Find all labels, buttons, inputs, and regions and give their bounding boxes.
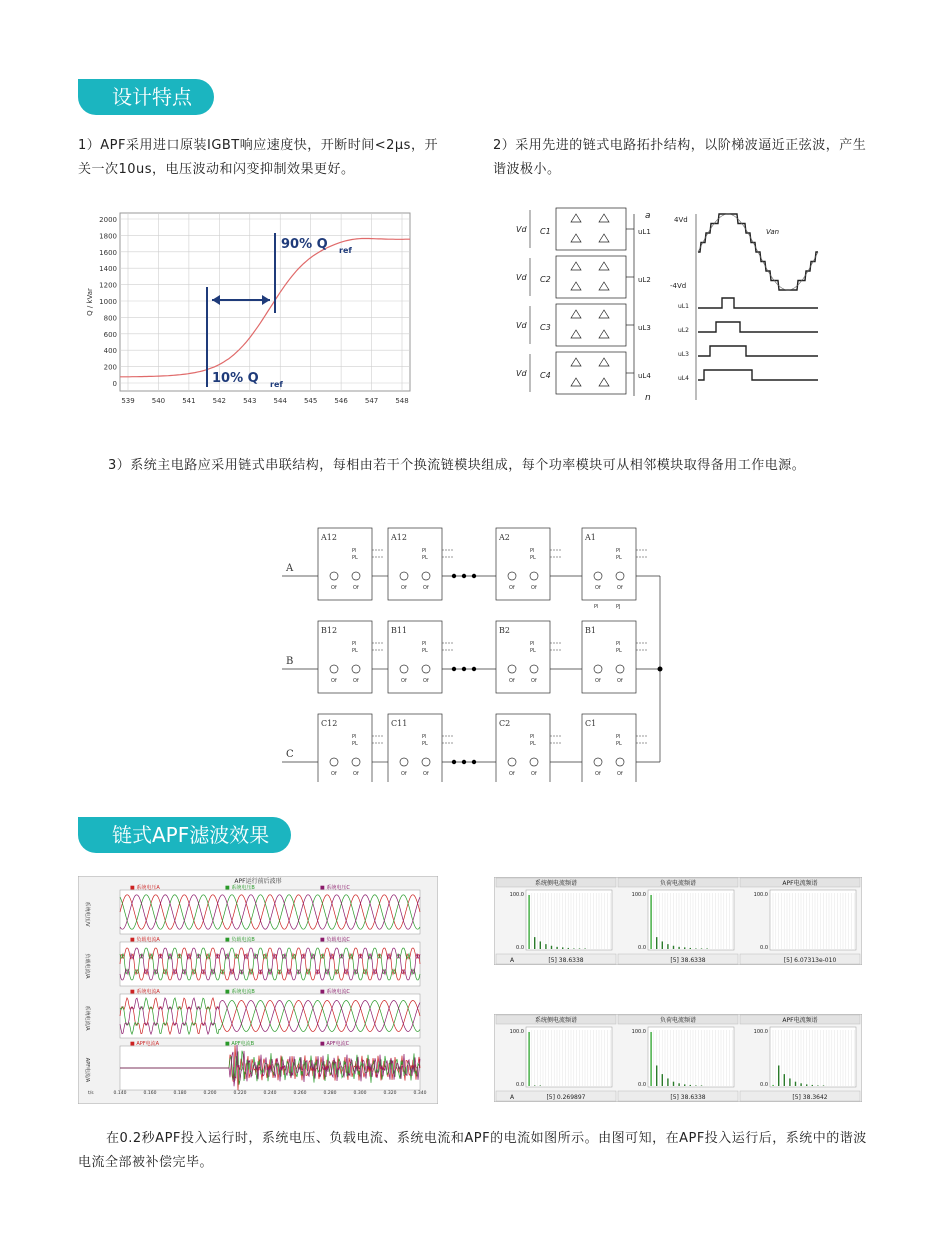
x-tick-label: 0.140 (113, 1091, 127, 1096)
hbridge-module (556, 304, 626, 346)
phase-label: A (286, 563, 294, 574)
series-module-diagram (282, 520, 672, 782)
ellipsis-dot (462, 760, 466, 764)
pin-label: Pl (422, 734, 427, 740)
legend-entry: ■ 系统电压B (225, 885, 255, 891)
harmonic-bar (684, 947, 685, 949)
spectrum-title: 系统侧电流频谱 (534, 1017, 578, 1024)
module-label: B1 (585, 626, 596, 635)
port-label: Of (595, 585, 601, 591)
x-tick-label: 0.240 (263, 1091, 277, 1096)
switch-symbol (599, 358, 609, 366)
pulse-wave (698, 298, 818, 308)
switch-symbol (571, 330, 581, 338)
legend-entry: ■ APF电流C (320, 1041, 350, 1047)
harmonic-bar (540, 1085, 541, 1086)
port-left (508, 758, 516, 766)
pin-label: Pl (616, 548, 621, 554)
paragraph-igbt: 1）APF采用进口原装IGBT响应速度快，开断时间<2μs，开关一次10us，电压波动和闪变抑制效果更好。 (78, 138, 438, 177)
switch-symbol (571, 310, 581, 318)
port-label: Of (331, 771, 337, 777)
port-label: Of (531, 678, 537, 684)
x-tick-label: 0.320 (383, 1091, 397, 1096)
subplot-ylabel: APF电流/A (84, 1057, 90, 1083)
port-left (400, 758, 408, 766)
paragraph-chain-topology: 2）采用先进的链式电路拓扑结构，以阶梯波逼近正弦波，产生谐波极小。 (493, 138, 867, 177)
vd-label: Vd (516, 225, 527, 234)
pin-label: Pl (422, 548, 427, 554)
harmonic-bar (690, 1085, 691, 1086)
port-right (530, 572, 538, 580)
port-label: Of (595, 678, 601, 684)
harmonic-bar (678, 1083, 679, 1086)
port-label: Of (353, 585, 359, 591)
switch-symbol (599, 262, 609, 270)
ymin-label: 0.0 (638, 945, 646, 951)
legend-entry: ■ 系统电流A (130, 989, 160, 995)
ymax-label: 100.0 (753, 892, 768, 898)
harmonic-bar (551, 946, 552, 949)
harmonic-bar (673, 946, 674, 949)
pin-label: PL (616, 648, 622, 654)
port-right (352, 758, 360, 766)
port-left (594, 665, 602, 673)
harmonic-bar (656, 1065, 657, 1086)
subplot-frame (120, 942, 420, 986)
port-right (616, 758, 624, 766)
harmonic-bar (534, 1085, 535, 1086)
hbridge-module (556, 256, 626, 298)
switch-symbol (599, 330, 609, 338)
paragraph-conclusion: 在0.2秒APF投入运行时，系统电压、负载电流、系统电流和APF的电流如图所示。由图可知，在APF投入运行后，系统中的谐波电流全部被补偿完毕。 (78, 1131, 867, 1170)
spectrum-title: APF电流频谱 (782, 1017, 818, 1024)
switch-symbol (571, 262, 581, 270)
pin-label: Pl (352, 734, 357, 740)
level-top: 4Vd (674, 216, 688, 224)
ellipsis-dot (452, 667, 456, 671)
subplot-frame (120, 890, 420, 934)
legend-entry: ■ 系统电压C (320, 885, 350, 891)
harmonic-bar (695, 1085, 696, 1086)
spectrum-panel-after (494, 1014, 862, 1102)
harmonic-bar (684, 1084, 685, 1086)
module-label: A12 (321, 533, 337, 542)
port-label: Of (401, 585, 407, 591)
vd-label: Vd (516, 273, 527, 282)
harmonic-bar (706, 948, 707, 949)
port-right (616, 572, 624, 580)
harmonic-bar (662, 941, 663, 949)
pin-label: PL (616, 555, 622, 561)
spectrum-title: 负荷电流频谱 (659, 880, 697, 887)
port-right (352, 572, 360, 580)
port-label: Of (331, 585, 337, 591)
pin-label: PL (352, 555, 358, 561)
y-tick-label: 1200 (99, 281, 117, 290)
ymax-label: 100.0 (753, 1029, 768, 1035)
cap-label: C3 (540, 323, 551, 332)
harmonic-bar (817, 1085, 818, 1086)
subplot-ylabel: 系统电压/V (84, 901, 90, 927)
harmonic-bar (545, 944, 546, 949)
module-label: A12 (391, 533, 407, 542)
ellipsis-dot (472, 667, 476, 671)
cap-label: C1 (540, 227, 551, 236)
port-label: Of (353, 771, 359, 777)
harmonic-bar (528, 1032, 529, 1086)
x-tick-label: 543 (243, 397, 257, 405)
spectrum-readout: [5] 38.6338 (548, 957, 584, 964)
label-10pct: 10% Q (212, 371, 259, 386)
hbridge-module (556, 208, 626, 250)
pin-label: PL (530, 741, 536, 747)
module-label: C1 (585, 719, 597, 728)
spectrum-readout: [5] 0.269897 (546, 1094, 586, 1101)
vd-label: Vd (516, 369, 527, 378)
ellipsis-dot (462, 667, 466, 671)
level-bottom: -4Vd (670, 282, 687, 290)
harmonic-bar (772, 1085, 773, 1086)
pulse-label: uL4 (678, 375, 689, 382)
panel-title: APF运行前后波形 (234, 878, 282, 885)
port-label: Of (401, 771, 407, 777)
ymin-label: 0.0 (638, 1082, 646, 1088)
port-label: Of (423, 678, 429, 684)
port-label: Of (617, 771, 623, 777)
ymin-label: 0.0 (516, 945, 524, 951)
pin-label: PL (422, 741, 428, 747)
y-axis-label: Q / kVar (86, 288, 94, 316)
section-title-apf-filtering: 链式APF滤波效果 (78, 817, 291, 853)
pin-label: Pl (352, 641, 357, 647)
bottom-pin: Pl (594, 604, 599, 610)
bottom-pin: PJ (616, 604, 621, 610)
spectrum-title: 负荷电流频谱 (659, 1017, 697, 1024)
y-tick-label: 0 (112, 380, 117, 388)
x-tick-label: 0.220 (233, 1091, 247, 1096)
label-90pct: 90% Q (281, 237, 328, 252)
x-tick-label: 548 (395, 397, 409, 405)
spectrum-readout: [5] 38.6338 (670, 1094, 706, 1101)
x-tick-label: 546 (334, 397, 348, 405)
spectrum-title: 系统侧电流频谱 (534, 880, 578, 887)
node-a: a (645, 211, 651, 221)
harmonic-bar (579, 948, 580, 949)
response-time-chart (84, 205, 420, 415)
harmonic-bar (690, 948, 691, 949)
harmonic-bar (534, 937, 535, 949)
vd-label: Vd (516, 321, 527, 330)
port-label: Of (401, 678, 407, 684)
port-left (594, 758, 602, 766)
spectrum-panel-before (494, 877, 862, 965)
ellipsis-dot (452, 760, 456, 764)
ymax-label: 100.0 (509, 892, 524, 898)
waveform-panel (78, 876, 438, 1104)
module-label: C12 (321, 719, 338, 728)
port-right (530, 758, 538, 766)
module-label: A2 (499, 533, 510, 542)
pin-label: PL (616, 741, 622, 747)
port-label: Of (617, 585, 623, 591)
harmonic-bar (667, 944, 668, 949)
module-label: A1 (585, 533, 596, 542)
pin-label: Pl (616, 734, 621, 740)
pin-label: PL (422, 555, 428, 561)
pin-label: PL (530, 555, 536, 561)
row-label: A (510, 1094, 515, 1101)
port-left (508, 665, 516, 673)
switch-symbol (599, 234, 609, 242)
harmonic-bar (673, 1082, 674, 1086)
harmonic-bar (800, 1083, 801, 1086)
harmonic-bar (573, 948, 574, 949)
switch-symbol (571, 282, 581, 290)
pulse-label: uL1 (678, 303, 689, 310)
subplot-ylabel: 系统电流/A (84, 1005, 90, 1031)
x-tick-label: 0.160 (143, 1091, 157, 1096)
label-90pct-sub: ref (339, 246, 352, 255)
x-tick-label: 539 (121, 397, 135, 405)
y-tick-label: 200 (103, 363, 117, 372)
x-tick-label: 541 (182, 397, 196, 405)
ymax-label: 100.0 (631, 1029, 646, 1035)
ymin-label: 0.0 (760, 945, 768, 951)
port-label: Of (531, 771, 537, 777)
legend-entry: ■ 负载电流C (320, 937, 350, 943)
port-left (330, 665, 338, 673)
paragraph-series-structure: 3）系统主电路应采用链式串联结构，每相由若干个换流链模块组成，每个功率模块可从相邻模块取得备用工作电源。 (108, 458, 806, 473)
harmonic-bar (667, 1078, 668, 1086)
x-tick-label: 544 (273, 397, 287, 405)
pin-label: Pl (616, 641, 621, 647)
harmonic-bar (528, 895, 529, 949)
pulse-wave (698, 346, 818, 356)
legend-entry: ■ 系统电流B (225, 989, 255, 995)
port-left (594, 572, 602, 580)
port-right (616, 665, 624, 673)
legend-entry: ■ 系统电流C (320, 989, 350, 995)
pin-label: Pl (530, 641, 535, 647)
port-label: Of (595, 771, 601, 777)
legend-entry: ■ APF电流A (130, 1041, 160, 1047)
port-left (330, 758, 338, 766)
port-right (422, 758, 430, 766)
ymin-label: 0.0 (516, 1082, 524, 1088)
pulse-wave (698, 322, 818, 332)
switch-symbol (571, 358, 581, 366)
pin-label: PL (422, 648, 428, 654)
pin-label: PL (352, 648, 358, 654)
port-label: Of (353, 678, 359, 684)
harmonic-bar (701, 1085, 702, 1086)
harmonic-bar (789, 1078, 790, 1086)
spectrum-readout: [5] 6.07313e-010 (783, 957, 837, 964)
section-title-design-features: 设计特点 (78, 79, 214, 115)
pin-label: PL (352, 741, 358, 747)
pin-label: Pl (422, 641, 427, 647)
pin-label: Pl (530, 548, 535, 554)
label-10pct-sub: ref (270, 380, 283, 389)
harmonic-bar (812, 1085, 813, 1086)
x-tick-label: 547 (364, 397, 379, 405)
harmonic-bar (650, 895, 651, 949)
port-label: Of (617, 678, 623, 684)
pulse-wave (698, 370, 818, 380)
module-label: C11 (391, 719, 408, 728)
y-tick-label: 800 (103, 314, 117, 323)
y-tick-label: 400 (103, 347, 117, 356)
van-label: Van (766, 228, 780, 236)
y-tick-label: 1600 (99, 248, 117, 257)
port-label: Of (509, 678, 515, 684)
neutral-point (658, 667, 663, 672)
module-label: B11 (391, 626, 408, 635)
pulse-label: uL3 (678, 351, 689, 358)
switch-symbol (599, 282, 609, 290)
y-tick-label: 1800 (99, 232, 117, 241)
spectrum-title: APF电流频谱 (782, 880, 818, 887)
switch-symbol (571, 214, 581, 222)
harmonic-bar (678, 947, 679, 949)
u-label: uL3 (638, 324, 651, 332)
harmonic-bar (778, 1065, 779, 1086)
harmonic-bar (540, 941, 541, 949)
port-label: Of (331, 678, 337, 684)
port-right (530, 665, 538, 673)
switch-symbol (571, 234, 581, 242)
port-left (400, 665, 408, 673)
port-left (508, 572, 516, 580)
harmonic-bar (568, 948, 569, 949)
x-tick-label: 0.280 (323, 1091, 337, 1096)
port-label: Of (531, 585, 537, 591)
harmonic-bar (662, 1074, 663, 1086)
pulse-label: uL2 (678, 327, 689, 334)
harmonic-bar (823, 1085, 824, 1086)
ymin-label: 0.0 (760, 1082, 768, 1088)
harmonic-bar (584, 948, 585, 949)
ymax-label: 100.0 (631, 892, 646, 898)
legend-entry: ■ APF电流B (225, 1041, 255, 1047)
x-tick-label: 540 (151, 397, 166, 405)
chain-circuit-diagram (508, 200, 848, 408)
pin-label: PL (530, 648, 536, 654)
x-tick-label: 0.300 (353, 1091, 367, 1096)
ellipsis-dot (462, 574, 466, 578)
port-label: Of (423, 771, 429, 777)
cap-label: C2 (540, 275, 551, 284)
port-label: Of (423, 585, 429, 591)
module-label: B2 (499, 626, 510, 635)
module-label: C2 (499, 719, 511, 728)
harmonic-bar (650, 1032, 651, 1086)
x-tick-label: 0.260 (293, 1091, 307, 1096)
pin-label: Pl (530, 734, 535, 740)
y-tick-label: 600 (103, 330, 117, 339)
port-right (422, 572, 430, 580)
port-label: Of (509, 771, 515, 777)
y-tick-label: 1400 (99, 265, 117, 274)
port-left (330, 572, 338, 580)
ymax-label: 100.0 (509, 1029, 524, 1035)
legend-entry: ■ 负载电流A (130, 937, 160, 943)
legend-entry: ■ 负载电流B (225, 937, 255, 943)
switch-symbol (599, 378, 609, 386)
u-label: uL1 (638, 228, 651, 236)
harmonic-bar (784, 1074, 785, 1086)
harmonic-bar (806, 1084, 807, 1086)
ellipsis-dot (452, 574, 456, 578)
port-right (352, 665, 360, 673)
cap-label: C4 (540, 371, 551, 380)
x-tick-label: 0.200 (203, 1091, 217, 1096)
port-label: Of (509, 585, 515, 591)
spectrum-readout: [5] 38.6338 (670, 957, 706, 964)
switch-symbol (599, 214, 609, 222)
row-label: A (510, 957, 515, 964)
harmonic-bar (656, 937, 657, 949)
port-right (422, 665, 430, 673)
phase-label: B (286, 656, 294, 667)
hbridge-module (556, 352, 626, 394)
harmonic-bar (556, 947, 557, 949)
y-tick-label: 2000 (99, 216, 117, 224)
node-n: n (645, 393, 651, 403)
harmonic-bar (701, 948, 702, 949)
switch-symbol (571, 378, 581, 386)
legend-entry: ■ 系统电压A (130, 885, 160, 891)
port-left (400, 572, 408, 580)
y-tick-label: 1000 (99, 298, 117, 306)
u-label: uL2 (638, 276, 651, 284)
harmonic-bar (795, 1082, 796, 1086)
sine-reference (698, 214, 818, 290)
u-label: uL4 (638, 372, 651, 380)
harmonic-bar (562, 947, 563, 949)
x-unit-label: t/s (88, 1091, 94, 1096)
x-tick-label: 545 (303, 397, 318, 405)
subplot-ylabel: 负载电流/A (84, 953, 90, 979)
x-tick-label: 0.180 (173, 1091, 187, 1096)
harmonic-bar (695, 948, 696, 949)
module-label: B12 (321, 626, 338, 635)
pin-label: Pl (352, 548, 357, 554)
ellipsis-dot (472, 574, 476, 578)
phase-label: C (286, 749, 294, 760)
x-tick-label: 0.340 (413, 1091, 427, 1096)
switch-symbol (599, 310, 609, 318)
spectrum-readout: [5] 38.3642 (792, 1094, 828, 1101)
x-tick-label: 542 (212, 397, 227, 405)
ellipsis-dot (472, 760, 476, 764)
